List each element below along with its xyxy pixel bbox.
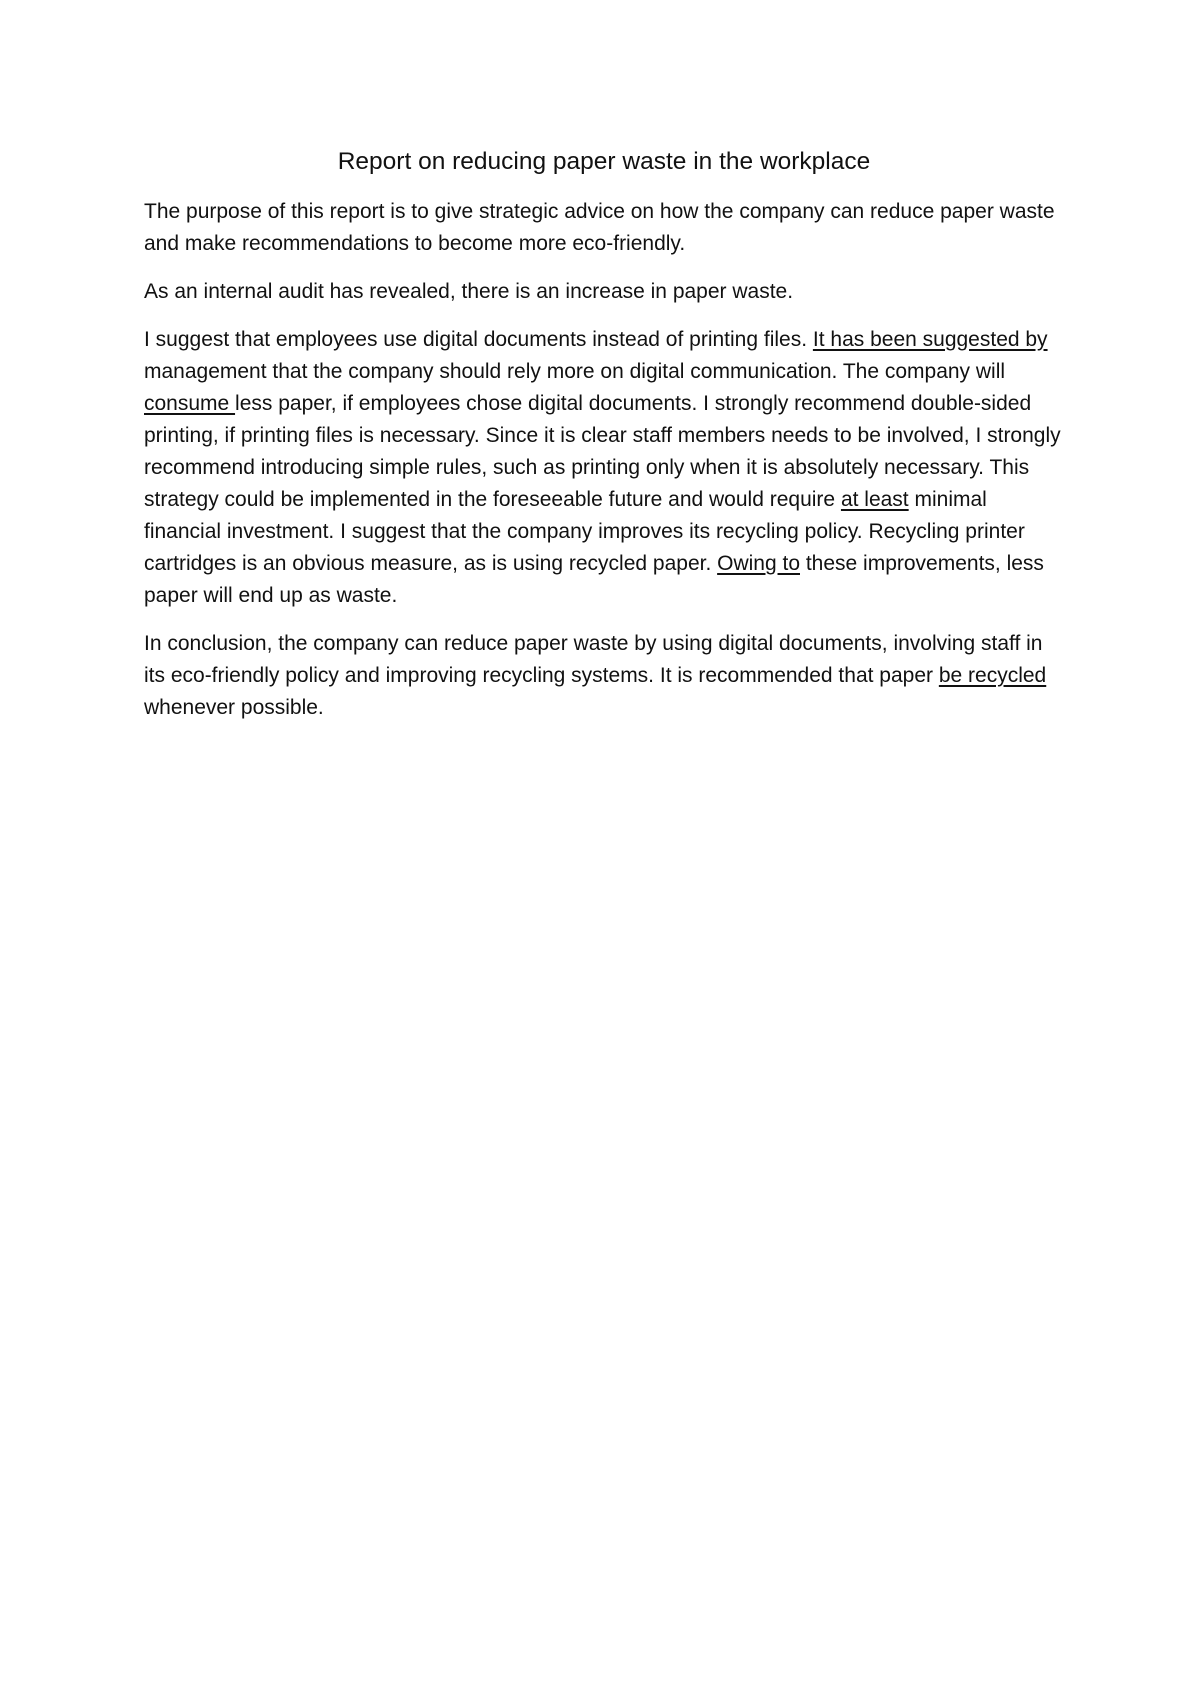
text-run: I suggest that employees use digital documents instead of printing files. [144,328,813,351]
paragraph-recommendations [144,324,1064,612]
text-run: As an internal audit has revealed, there is an increase in paper waste. [144,280,794,303]
paragraph-conclusion [144,628,1064,724]
text-run: less paper, if employees chose digital documents. I strongly recommend double-sided printing, if printing files is necessary. Since it is clear staff members needs to be involved, I strongly recommend introducing simple rules, such as printing only when it is absolutely necessary. This strategy could be implemented in the foreseeable future and would require [144,392,1061,511]
text-run: In conclusion, the company can reduce paper waste by using digital documents, involving staff in its eco-friendly policy and improving recycling systems. It is recommended that paper [144,632,1043,687]
underlined-phrase: be recycled [938,664,1047,687]
underlined-phrase: consume [144,392,236,415]
text-run: management that the company should rely more on digital communication. The company will [144,360,1006,383]
document-title: Report on reducing paper waste in the workplace [337,148,871,175]
document-body [144,142,1064,740]
underlined-phrase: at least [840,488,909,511]
text-run: whenever possible. [144,696,324,719]
underlined-phrase: It has been suggested by [812,328,1048,351]
text-run: The purpose of this report is to give strategic advice on how the company can reduce paper waste and make recommendations to become more eco-friendly. [144,200,1055,255]
text-run: these improvements, less paper will end up as waste. [144,552,1044,607]
paragraph-purpose [144,196,1064,260]
text-run: minimal financial investment. I suggest that the company improves its recycling policy. Recycling printer cartridges is an obvious measure, as is using recycled paper. [144,488,1025,575]
paragraph-audit [144,276,1064,308]
underlined-phrase: Owing to [717,552,800,575]
